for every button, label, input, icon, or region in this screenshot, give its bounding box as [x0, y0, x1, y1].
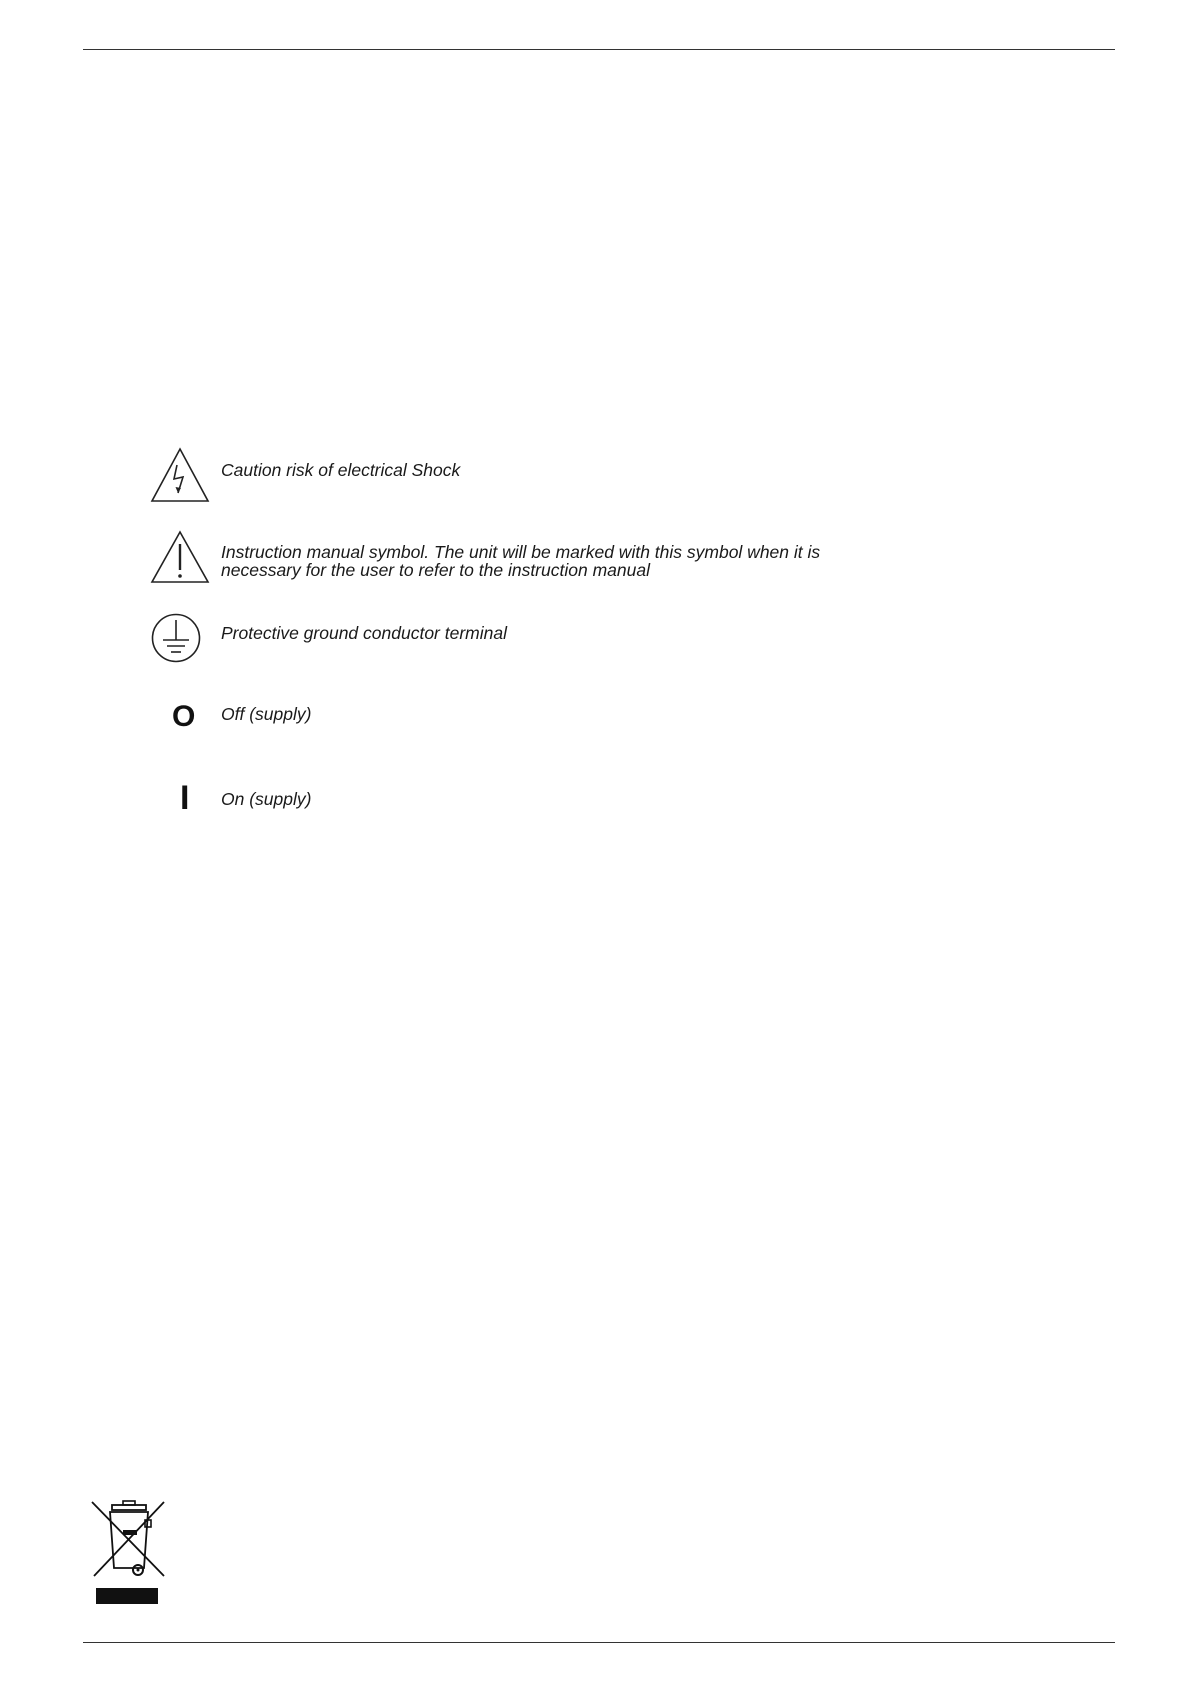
crossed-out-wheelie-bin-icon — [90, 1500, 170, 1604]
off-supply-icon: O — [172, 700, 196, 733]
electric-shock-warning-icon — [150, 447, 210, 503]
protective-ground-icon — [150, 613, 204, 663]
protective-ground-label: Protective ground conductor terminal — [221, 623, 507, 643]
on-supply-icon: I — [180, 779, 190, 817]
header-rule — [83, 49, 1115, 50]
instruction-manual-label-line2: necessary for the user to refer to the instruction manual — [221, 560, 650, 580]
instruction-manual-label-line1: Instruction manual symbol. The unit will be marked with this symbol when it is — [221, 542, 821, 562]
electric-shock-label: Caution risk of electrical Shock — [221, 460, 461, 480]
on-supply-label: On (supply) — [221, 789, 312, 809]
off-supply-label: Off (supply) — [221, 704, 312, 724]
footer-rule — [83, 1642, 1115, 1643]
exclamation-warning-icon — [150, 530, 210, 584]
